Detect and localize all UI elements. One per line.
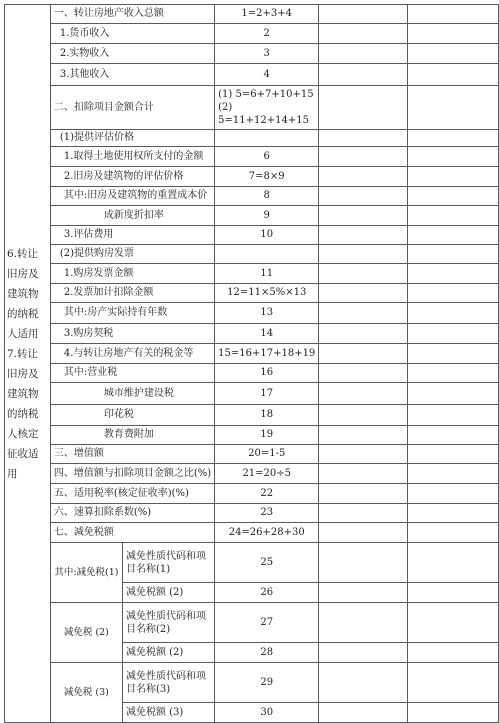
empty-cell [319, 426, 408, 445]
table-row [5, 245, 499, 264]
empty-cell [319, 464, 408, 484]
row-label: 城市维护建设税 [50, 383, 214, 405]
empty-cell [319, 383, 408, 405]
row-value-line: (2) 5=11+12+14+15 [218, 102, 309, 126]
relief-amount-label: 减免税额 (2) [122, 643, 214, 663]
row-value: 1=2+3+4 [215, 5, 319, 24]
empty-cell [408, 284, 499, 303]
empty-cell [408, 64, 499, 86]
row-label: 七、减免税额 [50, 523, 214, 543]
empty-cell [319, 206, 408, 226]
side-label: 6.转让旧房及建筑物的纳税人适用7.转让旧房及建筑物的纳税人核定征收适用 [5, 5, 51, 723]
table-row [5, 383, 499, 405]
row-label: 其中:旧房及建筑物的重置成本价 [50, 187, 214, 206]
empty-cell [408, 206, 499, 226]
relief-amount-label: 减免税额 (3) [122, 703, 214, 723]
table-row [5, 663, 499, 703]
row-label: 印花税 [50, 405, 214, 426]
relief-amount-label: 减免税额 (2) [122, 583, 214, 603]
row-label: (1)提供评估价格 [50, 130, 214, 147]
relief-code-value: 25 [215, 543, 319, 583]
table-row [5, 24, 499, 44]
empty-cell [319, 245, 408, 264]
empty-cell [408, 383, 499, 405]
row-value: 13 [215, 303, 319, 324]
row-value: 17 [215, 383, 319, 405]
row-value: 14 [215, 324, 319, 344]
table-row [5, 130, 499, 147]
table-row [5, 147, 499, 167]
table-row [5, 603, 499, 643]
empty-cell [408, 226, 499, 245]
row-label: 2.旧房及建筑物的评估价格 [50, 167, 214, 187]
empty-cell [408, 603, 499, 643]
row-value: 2 [215, 24, 319, 44]
row-label: 一、转让房地产收入总额 [50, 5, 214, 24]
row-label: 4.与转让房地产有关的税金等 [50, 344, 214, 364]
row-value: 3 [215, 44, 319, 64]
table-row [5, 504, 499, 523]
empty-cell [408, 264, 499, 284]
empty-cell [408, 44, 499, 64]
row-value: 16 [215, 364, 319, 383]
empty-cell [319, 226, 408, 245]
row-value: 20=1-5 [215, 445, 319, 464]
tax-form-table [4, 4, 499, 723]
empty-cell [319, 504, 408, 523]
empty-cell [408, 86, 499, 130]
empty-cell [408, 643, 499, 663]
row-label: 2.实物收入 [50, 44, 214, 64]
row-value: 7=8×9 [215, 167, 319, 187]
empty-cell [319, 643, 408, 663]
row-label: 六、速算扣除系数(%) [50, 504, 214, 523]
empty-cell [319, 147, 408, 167]
empty-cell [319, 663, 408, 703]
empty-cell [408, 583, 499, 603]
empty-cell [408, 364, 499, 383]
empty-cell [319, 405, 408, 426]
empty-cell [408, 543, 499, 583]
table-row [5, 284, 499, 303]
table-row [5, 464, 499, 484]
empty-cell [408, 405, 499, 426]
empty-cell [319, 583, 408, 603]
empty-cell [408, 5, 499, 24]
empty-cell [408, 504, 499, 523]
row-value: 11 [215, 264, 319, 284]
row-value: 18 [215, 405, 319, 426]
row-label: 3.评估费用 [50, 226, 214, 245]
row-value: 21=20÷5 [215, 464, 319, 484]
table-row [5, 64, 499, 86]
empty-cell [319, 5, 408, 24]
empty-cell [319, 24, 408, 44]
empty-cell [408, 445, 499, 464]
empty-cell [319, 44, 408, 64]
empty-cell [319, 64, 408, 86]
table-row [5, 264, 499, 284]
relief-code-value: 27 [215, 603, 319, 643]
row-value: 23 [215, 504, 319, 523]
row-label: 2.发票加计扣除金额 [50, 284, 214, 303]
empty-cell [319, 344, 408, 364]
table-row [5, 187, 499, 206]
row-label: 教育费附加 [50, 426, 214, 445]
table-row [5, 426, 499, 445]
empty-cell [319, 364, 408, 383]
empty-cell [319, 303, 408, 324]
empty-cell [408, 324, 499, 344]
row-label: 其中:房产实际持有年数 [50, 303, 214, 324]
table-row [5, 44, 499, 64]
empty-cell [408, 147, 499, 167]
empty-cell [408, 464, 499, 484]
row-label: 3.购房契税 [50, 324, 214, 344]
row-value [215, 130, 319, 147]
empty-cell [319, 324, 408, 344]
table-row [5, 303, 499, 324]
relief-amount-value: 26 [215, 583, 319, 603]
row-value: 10 [215, 226, 319, 245]
row-label: 三、增值额 [50, 445, 214, 464]
empty-cell [408, 303, 499, 324]
empty-cell [408, 663, 499, 703]
empty-cell [319, 445, 408, 464]
empty-cell [319, 703, 408, 723]
table-row [5, 5, 499, 24]
empty-cell [319, 523, 408, 543]
empty-cell [319, 86, 408, 130]
table-row [5, 445, 499, 464]
empty-cell [319, 130, 408, 147]
table-row [5, 523, 499, 543]
row-value: 22 [215, 484, 319, 504]
empty-cell [319, 284, 408, 303]
row-label: 其中:营业税 [50, 364, 214, 383]
row-value: 12=11×5%×13 [215, 284, 319, 303]
table-row [5, 364, 499, 383]
empty-cell [408, 187, 499, 206]
row-value: 15=16+17+18+19 [215, 344, 319, 364]
row-value: 9 [215, 206, 319, 226]
empty-cell [319, 167, 408, 187]
empty-cell [408, 24, 499, 44]
empty-cell [319, 264, 408, 284]
empty-cell [408, 484, 499, 504]
relief-code-value: 29 [215, 663, 319, 703]
empty-cell [408, 245, 499, 264]
relief-code-label: 减免性质代码和项目名称(3) [122, 663, 214, 703]
table-row [5, 484, 499, 504]
row-value: 19 [215, 426, 319, 445]
empty-cell [408, 426, 499, 445]
row-value: 6 [215, 147, 319, 167]
row-label: 成新度折扣率 [50, 206, 214, 226]
table-row [5, 226, 499, 245]
row-label: 1.购房发票金额 [50, 264, 214, 284]
empty-cell [319, 187, 408, 206]
row-label: 3.其他收入 [50, 64, 214, 86]
row-value: 8 [215, 187, 319, 206]
row-value: 4 [215, 64, 319, 86]
table-row [5, 543, 499, 583]
row-label: 五、适用税率(核定征收率)(%) [50, 484, 214, 504]
table-row [5, 167, 499, 187]
empty-cell [319, 543, 408, 583]
row-value [215, 86, 319, 130]
table-row [5, 344, 499, 364]
empty-cell [408, 344, 499, 364]
table-row [5, 206, 499, 226]
relief-code-label: 减免性质代码和项目名称(1) [122, 543, 214, 583]
table-row [5, 86, 499, 130]
relief-group-label: 其中:减免税(1) [50, 543, 122, 603]
empty-cell [408, 130, 499, 147]
relief-amount-value: 30 [215, 703, 319, 723]
row-label: 1.取得土地使用权所支付的金额 [50, 147, 214, 167]
row-label: 二、扣除项目金额合计 [50, 86, 214, 130]
relief-group-label: 减免税 (2) [50, 603, 122, 663]
table-row [5, 324, 499, 344]
row-value [215, 245, 319, 264]
relief-amount-value: 28 [215, 643, 319, 663]
row-value: 24=26+28+30 [215, 523, 319, 543]
empty-cell [319, 484, 408, 504]
empty-cell [408, 703, 499, 723]
empty-cell [408, 523, 499, 543]
row-label: 四、增值额与扣除项目金额之比(%) [50, 464, 214, 484]
empty-cell [319, 603, 408, 643]
row-value-line: (1) 5=6+7+10+15 [218, 89, 314, 100]
row-label: 1.货币收入 [50, 24, 214, 44]
table-row [5, 405, 499, 426]
relief-group-label: 减免税 (3) [50, 663, 122, 723]
empty-cell [408, 167, 499, 187]
row-label: (2)提供购房发票 [50, 245, 214, 264]
relief-code-label: 减免性质代码和项目名称(2) [122, 603, 214, 643]
